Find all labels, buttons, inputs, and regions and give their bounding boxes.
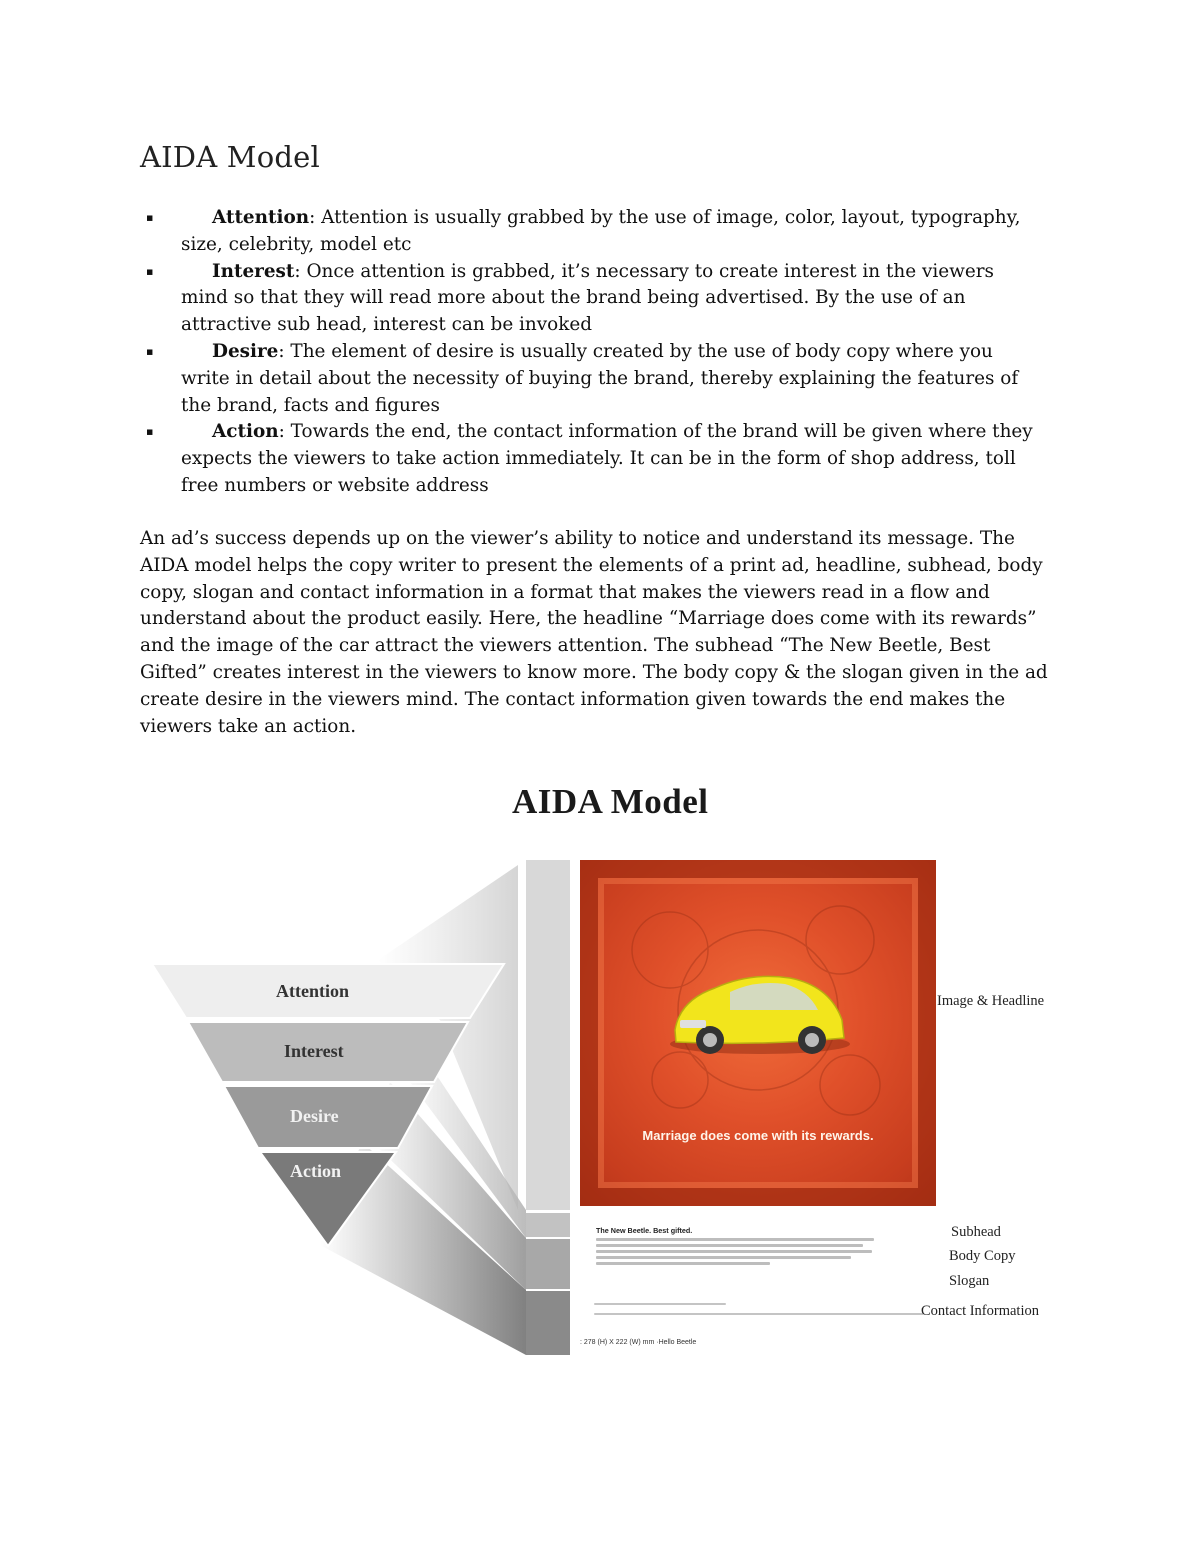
column-contact [526, 1291, 570, 1355]
bullet-text: : Towards the end, the contact information of the brand will be given where they expects the viewers to take action immediately. It can be in the form of shop address, toll free numbers or website address [181, 421, 1033, 496]
ad-size-note: : 278 (H) X 222 (W) mm ·Hello Beetle [580, 1339, 697, 1346]
bullet-icon: ▪ [146, 211, 154, 224]
contact-line [594, 1303, 726, 1305]
car-illustration [580, 860, 936, 1206]
funnel-label-desire: Desire [290, 1106, 339, 1126]
ad-subhead: The New Beetle. Best gifted. [596, 1226, 693, 1235]
aida-figure [140, 770, 1080, 1370]
bullet-text: : Once attention is grabbed, it’s necessary to create interest in the viewers mind so that they will read more about the brand being advertised. By the use of an attractive sub head, interest can be invoked [181, 260, 994, 336]
column-body-slogan [526, 1239, 570, 1289]
label-subhead: Subhead [951, 1224, 1001, 1240]
ad-headline: Marriage does come with its rewards. [642, 1128, 874, 1143]
column-image-headline [526, 860, 570, 1210]
copy-line [596, 1256, 851, 1259]
bullet-attention [140, 205, 1040, 259]
bullet-interest [140, 259, 1040, 339]
bullet-action [140, 419, 1040, 499]
explanation-paragraph: An ad’s success depends up on the viewer’s ability to notice and understand its message. The AIDA model helps the copy writer to present the elements of a print ad, headline, subhead, body copy, slogan and contact information in a format that makes the viewers read in a flow and understand about the product easily. Here, the headline “Marriage does come with its rewards” and the image of the car attract the viewers attention. The subhead “The New Beetle, Best Gifted” creates interest in the viewers to know more. The body copy & the slogan given in the ad create desire in the viewers mind. The contact information given towards the end makes the viewers take an action. [140, 528, 1048, 737]
bullet-desire [140, 339, 1040, 419]
bullet-text: : The element of desire is usually created by the use of body copy where you write in detail about the necessity of buying the brand, thereby explaining the features of the brand, facts and figures [181, 340, 1019, 416]
bullet-icon: ▪ [146, 425, 154, 439]
bullet-term: Attention [212, 207, 310, 228]
funnel-label-action: Action [290, 1161, 341, 1181]
funnel-label-attention: Attention [276, 981, 349, 1001]
label-body-copy: Body Copy [949, 1248, 1016, 1264]
ad-image [580, 860, 936, 1206]
copy-line [596, 1250, 872, 1253]
bullet-text: : Attention is usually grabbed by the use of image, color, layout, typography, size, celebrity, model etc [181, 207, 1021, 255]
bullet-term: Desire [212, 340, 279, 362]
ad-contact-info [594, 1300, 924, 1315]
page-title: AIDA Model [140, 140, 320, 174]
bullet-icon: ▪ [146, 264, 154, 278]
ad-body-copy [596, 1226, 886, 1265]
label-slogan: Slogan [949, 1273, 990, 1289]
bullet-term: Interest [212, 260, 295, 282]
figure-title: AIDA Model [512, 782, 709, 821]
label-contact-information: Contact Information [921, 1303, 1039, 1319]
label-image-headline: Image & Headline [937, 993, 1045, 1009]
copy-line [596, 1244, 863, 1247]
copy-line [596, 1238, 874, 1241]
contact-line [594, 1313, 924, 1315]
copy-line [596, 1262, 770, 1265]
aida-bullet-list [140, 205, 1040, 500]
funnel-label-interest: Interest [284, 1041, 344, 1061]
column-subhead [526, 1213, 570, 1237]
bullet-term: Action [212, 421, 279, 443]
bullet-icon: ▪ [146, 344, 154, 358]
